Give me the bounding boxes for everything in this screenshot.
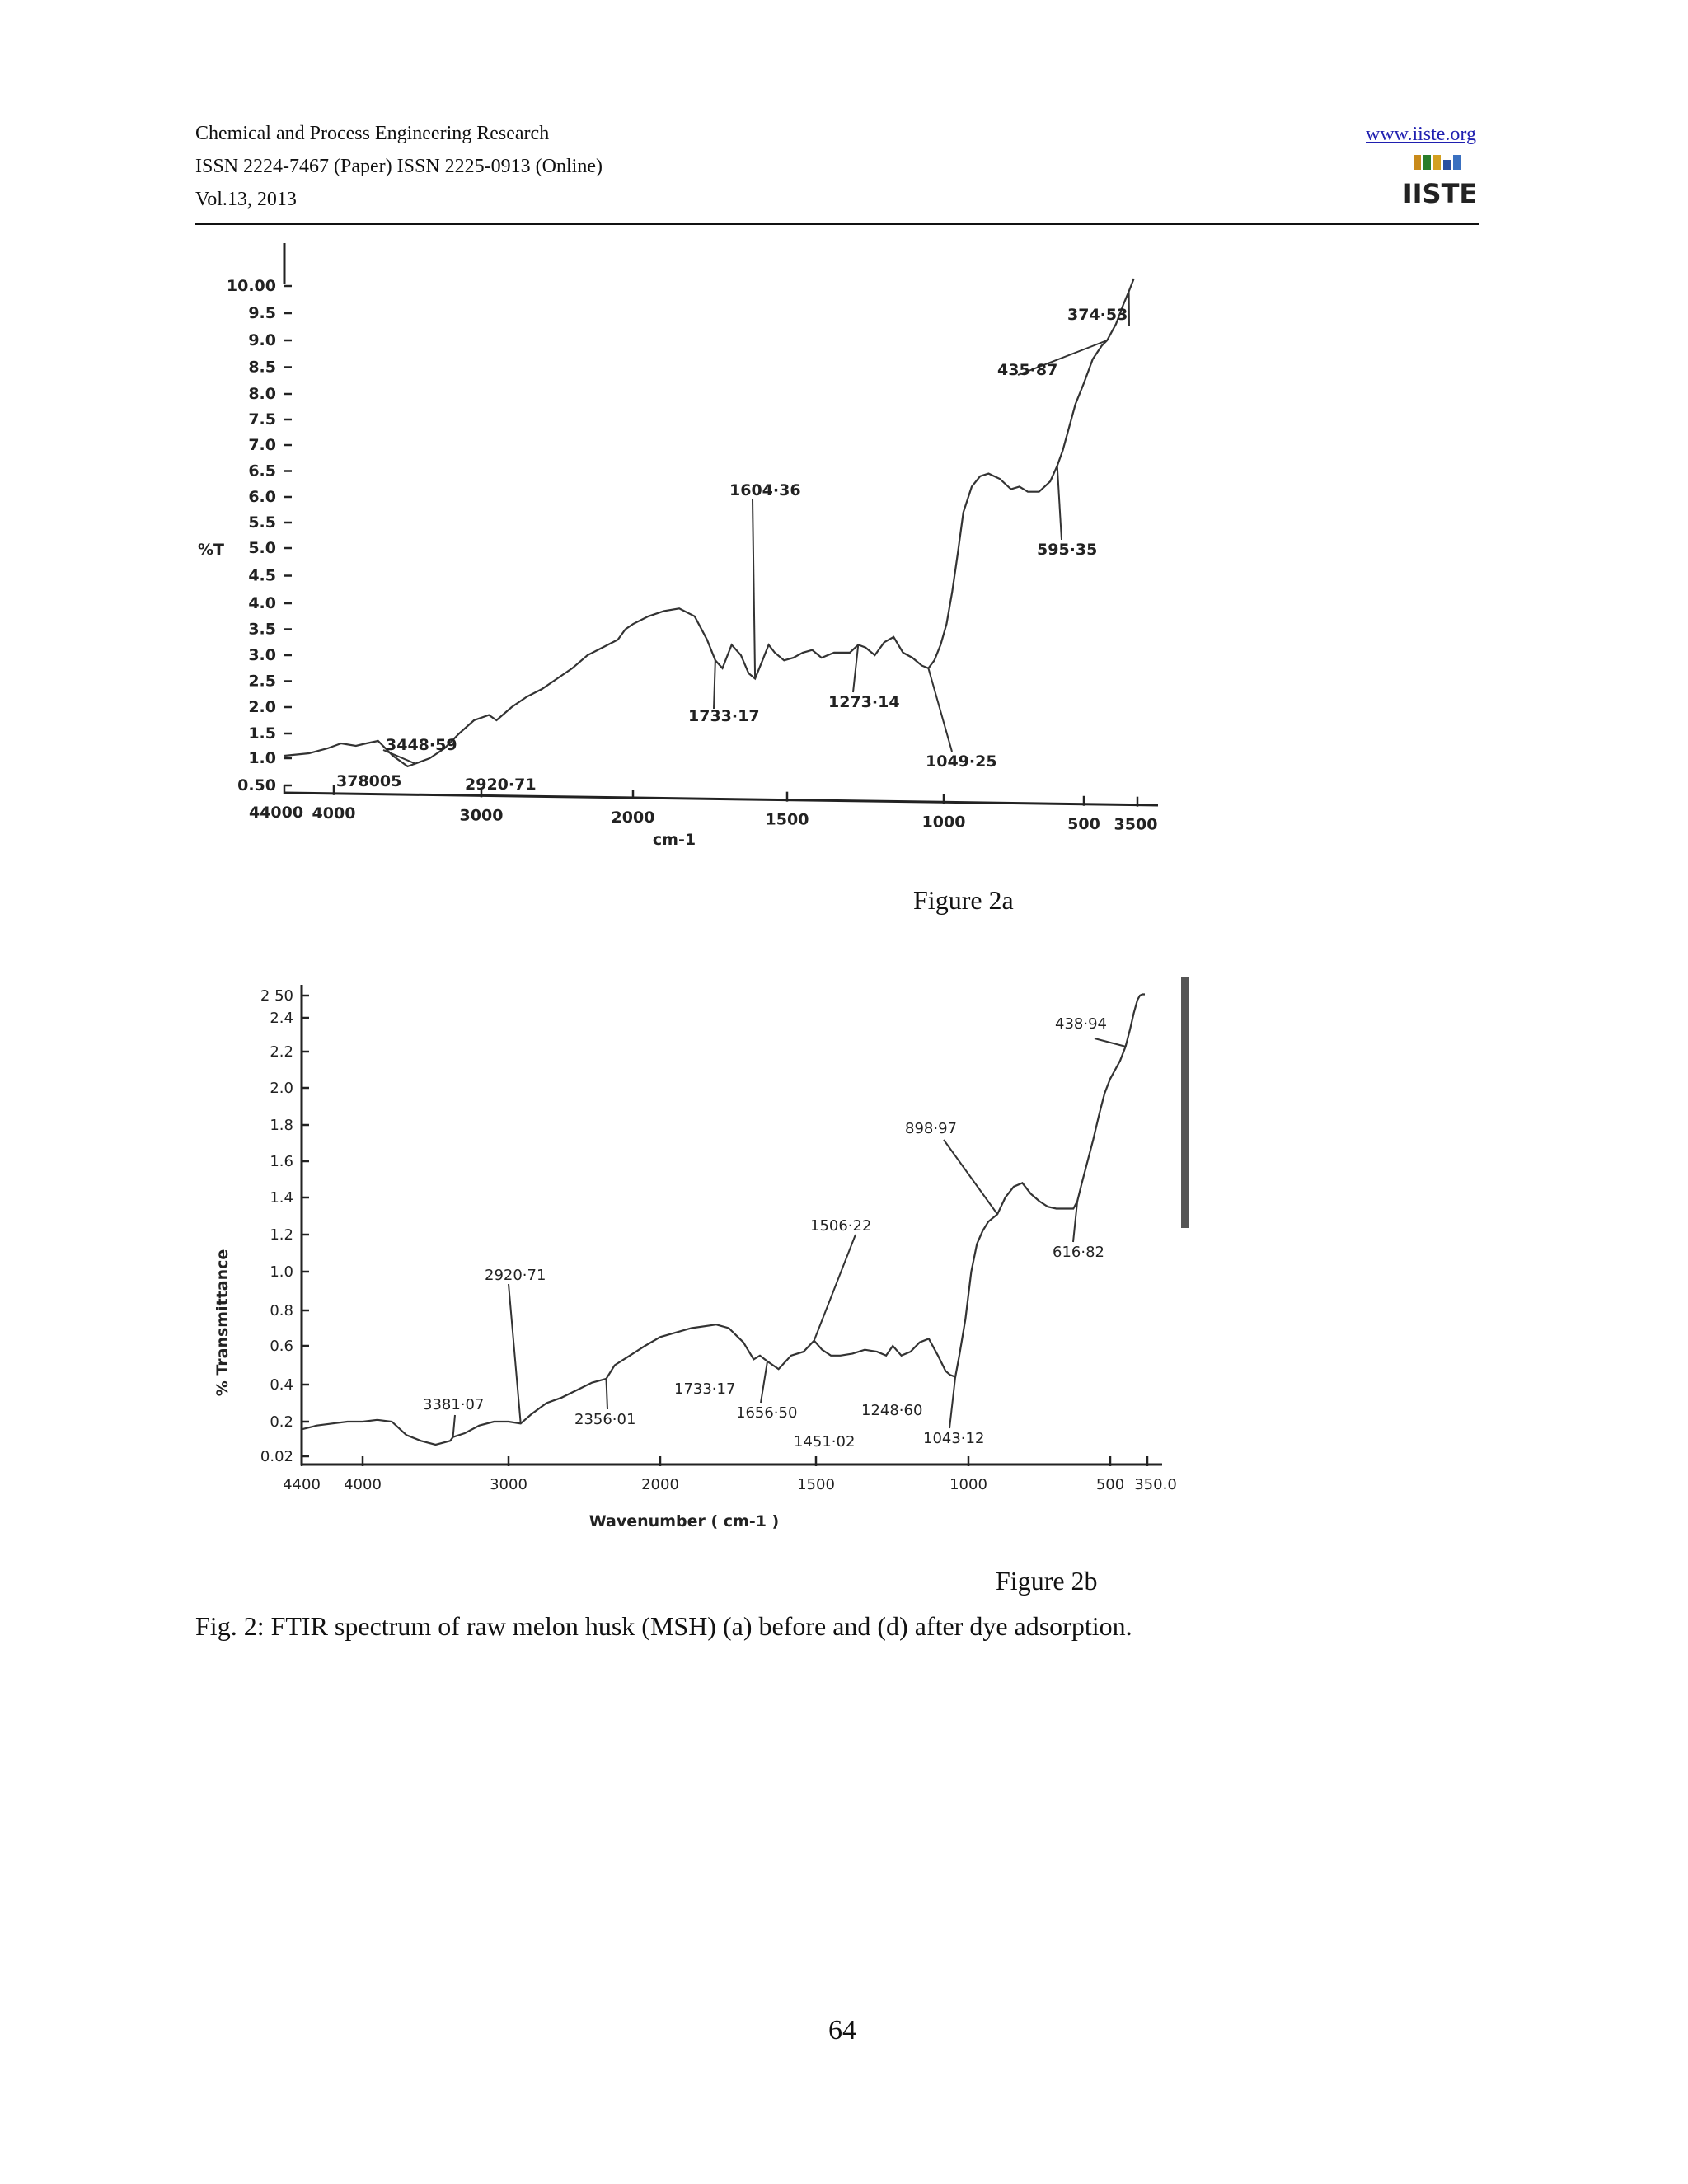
x-tick-label: 500 <box>1067 814 1100 833</box>
peak-leader-line <box>761 1361 767 1403</box>
peak-leader-line <box>606 1379 607 1409</box>
x-axis-label: cm-1 <box>652 831 696 849</box>
peak-leader-line <box>814 1235 856 1341</box>
y-tick-label: 7.5 <box>248 410 276 429</box>
logo-bar <box>1443 160 1451 170</box>
peak-label: 374·53 <box>1067 306 1128 324</box>
peak-label: 1656·50 <box>736 1404 798 1422</box>
peak-leader-line <box>714 660 715 709</box>
spectrum-line <box>302 995 1145 1446</box>
y-tick-label: 2.0 <box>270 1080 293 1097</box>
y-tick-label: 5.5 <box>248 513 276 532</box>
y-axis-label: % Transmittance <box>213 1249 232 1397</box>
spectrum-line <box>284 279 1134 766</box>
y-tick-label: 6.5 <box>248 462 276 480</box>
y-tick-label: 9.5 <box>248 304 276 322</box>
figure-2b-label: Figure 2b <box>996 1566 1098 1596</box>
peak-leader-line <box>950 1377 955 1428</box>
x-tick-label: 2000 <box>611 808 655 827</box>
y-tick-label: 4.0 <box>248 594 276 612</box>
scan-margin-bar <box>1181 977 1189 1228</box>
journal-url-link[interactable]: www.iiste.org <box>1366 124 1476 145</box>
x-tick-label: 1500 <box>765 810 809 829</box>
peak-label: 1049·25 <box>926 752 997 771</box>
peak-label: 1604·36 <box>729 481 801 499</box>
x-tick-label: 1000 <box>921 813 966 832</box>
logo-bar <box>1433 155 1441 170</box>
y-tick-label: 0.8 <box>270 1302 293 1319</box>
y-tick-label: 2.5 <box>248 672 276 691</box>
x-tick-label: 3500 <box>1114 815 1158 834</box>
y-tick-label: 10.00 <box>226 277 276 295</box>
y-tick-label: 3.5 <box>248 620 276 639</box>
volume-line: Vol.13, 2013 <box>195 189 297 210</box>
peak-label: 2356·01 <box>574 1411 636 1428</box>
y-axis-label: %T <box>198 541 224 559</box>
logo-bar <box>1414 155 1421 170</box>
peak-leader-line <box>1057 466 1062 540</box>
peak-leader-line <box>1095 1038 1126 1047</box>
ftir-chart-2a <box>190 243 1195 878</box>
x-tick-label: 4400 <box>283 1476 321 1493</box>
peak-label: 1273·14 <box>828 693 900 711</box>
x-tick-label: 350.0 <box>1134 1476 1177 1493</box>
y-tick-label: 1.4 <box>270 1189 293 1207</box>
peak-leader-line <box>853 644 858 692</box>
logo-bar <box>1423 155 1431 170</box>
y-tick-label: 4.5 <box>248 566 276 585</box>
peak-label: 2920·71 <box>465 776 537 794</box>
y-tick-label: 5.0 <box>248 539 276 557</box>
x-tick-label: 1500 <box>797 1476 835 1493</box>
y-tick-label: 2.0 <box>248 698 276 716</box>
y-tick-label: 1.8 <box>270 1117 293 1134</box>
journal-title: Chemical and Process Engineering Research <box>195 123 550 144</box>
y-tick-label: 1.5 <box>248 724 276 743</box>
peak-label: 1043·12 <box>923 1430 985 1447</box>
page-number: 64 <box>828 2015 856 2046</box>
y-tick-label: 1.0 <box>270 1263 293 1281</box>
peak-label: 898·97 <box>905 1120 957 1137</box>
x-axis-label: Wavenumber ( cm-1 ) <box>588 1512 780 1530</box>
y-tick-label: 0.50 <box>237 776 276 794</box>
y-tick-label: 1.2 <box>270 1226 293 1244</box>
peak-label: 438·94 <box>1055 1015 1107 1033</box>
y-tick-label: 1.0 <box>248 749 276 767</box>
issn-line: ISSN 2224-7467 (Paper) ISSN 2225-0913 (Online) <box>195 156 603 177</box>
ftir-chart-2b <box>190 972 1203 1549</box>
peak-label: 616·82 <box>1053 1244 1104 1261</box>
y-tick-label: 8.0 <box>248 385 276 403</box>
peak-leader-line <box>453 1415 455 1437</box>
y-tick-label: 1.6 <box>270 1153 293 1170</box>
peak-leader-line <box>509 1284 521 1423</box>
y-tick-label: 0.02 <box>260 1448 293 1465</box>
y-tick-label: 3.0 <box>248 646 276 664</box>
y-tick-label: 6.0 <box>248 488 276 506</box>
x-axis <box>284 793 1158 805</box>
x-tick-label: 4000 <box>344 1476 382 1493</box>
peak-label: 1733·17 <box>688 707 760 725</box>
y-tick-label: 2.4 <box>270 1010 293 1027</box>
figure-2a-label: Figure 2a <box>913 885 1014 915</box>
peak-label: 1733·17 <box>674 1380 736 1398</box>
peak-label: 595·35 <box>1037 541 1098 559</box>
peak-leader-line <box>944 1140 997 1214</box>
x-tick-label: 44000 <box>248 804 304 822</box>
peak-leader-line <box>753 499 755 678</box>
y-tick-label: 0.4 <box>270 1376 293 1394</box>
peak-leader-line <box>928 668 952 752</box>
y-tick-label: 8.5 <box>248 358 276 377</box>
x-tick-label: 1000 <box>950 1476 987 1493</box>
peak-label: 3381·07 <box>423 1396 485 1413</box>
y-tick-label: 0.6 <box>270 1338 293 1355</box>
x-tick-label: 3000 <box>459 806 504 825</box>
logo-bar <box>1453 155 1461 170</box>
y-tick-label: 2.2 <box>270 1043 293 1061</box>
y-tick-label: 0.2 <box>270 1413 293 1431</box>
x-tick-label: 2000 <box>641 1476 679 1493</box>
y-tick-label: 9.0 <box>248 331 276 349</box>
peak-label: 2920·71 <box>485 1267 546 1284</box>
x-tick-label: 4000 <box>312 804 356 823</box>
x-tick-label: 3000 <box>490 1476 528 1493</box>
peak-label: 1248·60 <box>861 1402 923 1419</box>
header-rule <box>195 223 1479 225</box>
x-tick-label: 500 <box>1095 1476 1125 1493</box>
iiste-logo <box>1402 153 1478 213</box>
peak-label: 435·87 <box>997 361 1058 379</box>
peak-label: 378005 <box>336 772 402 790</box>
peak-label: 1506·22 <box>810 1217 872 1235</box>
logo-text: IISTE <box>1402 178 1478 209</box>
peak-label: 3448·59 <box>386 736 457 754</box>
y-tick-label: 7.0 <box>248 436 276 454</box>
y-tick-label: 2 50 <box>260 987 293 1005</box>
peak-label: 1451·02 <box>794 1433 856 1451</box>
figure-caption: Fig. 2: FTIR spectrum of raw melon husk (MSH) (a) before and (d) after dye adsorption. <box>195 1611 1132 1641</box>
